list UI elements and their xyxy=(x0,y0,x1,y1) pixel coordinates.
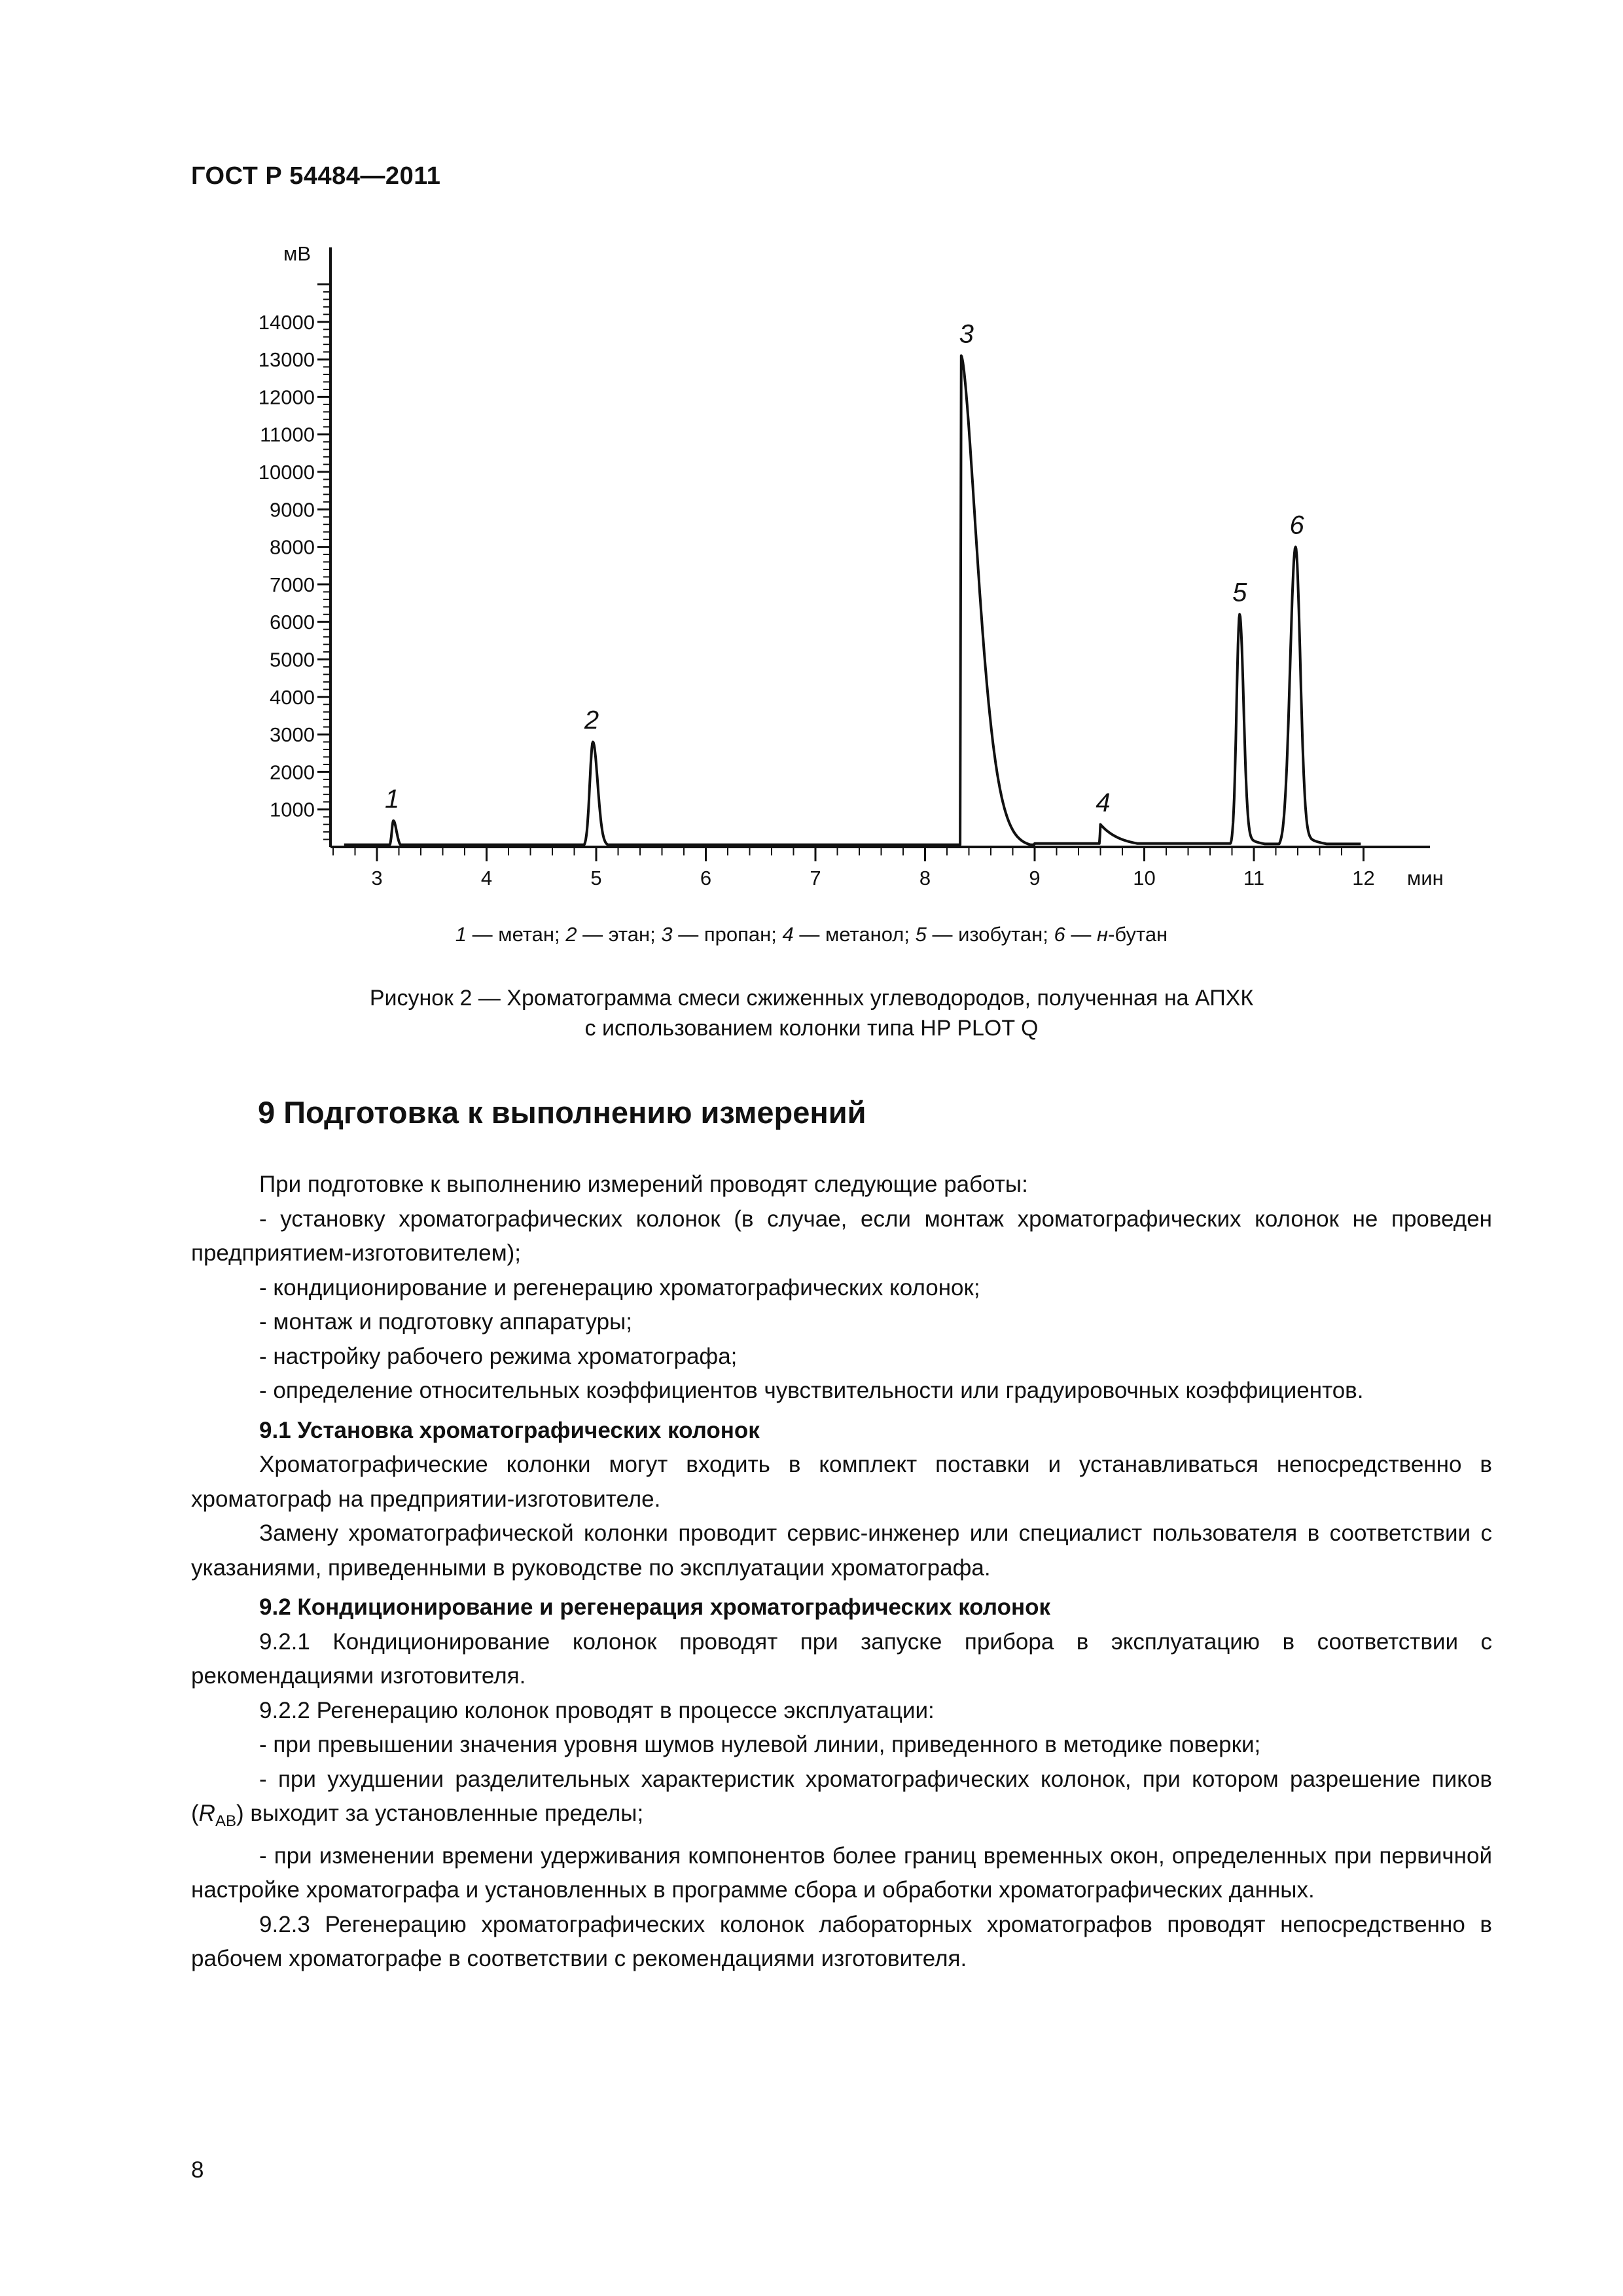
legend-number: 6 xyxy=(1054,923,1065,946)
peak-label: 5 xyxy=(1232,578,1247,607)
y-tick-label: 2000 xyxy=(270,761,315,784)
x-unit-label: мин xyxy=(1407,867,1444,889)
list-item: - при изменении времени удерживания компонентов более границ временных окон, определенных при первичной настройке хроматографа и установленных в программе сбора и обработки хроматографических данных. xyxy=(191,1842,1492,1903)
legend-number: 2 xyxy=(565,923,577,946)
y-tick-label: 3000 xyxy=(270,723,315,747)
legend-item: 3 — пропан xyxy=(661,923,772,946)
subsection-heading-9-2: 9.2 Кондиционирование и регенерация хроматографических колонок xyxy=(259,1594,1050,1620)
legend-item: 1 — метан xyxy=(455,923,555,946)
list-item: - кондиционирование и регенерацию хроматографических колонок; xyxy=(259,1274,980,1300)
y-tick-label: 14000 xyxy=(258,310,315,334)
y-tick-label: 12000 xyxy=(258,386,315,409)
section-intro: При подготовке к выполнению измерений проводят следующие работы: xyxy=(259,1172,1028,1197)
chromatogram-chart xyxy=(0,0,1623,916)
list-item: - установку хроматографических колонок (в случае, если монтаж хроматографических колонок не проведен предприятием-изготовителем); xyxy=(191,1206,1492,1266)
y-unit-label: мВ xyxy=(283,242,311,265)
symbol-subscript: AB xyxy=(215,1812,236,1830)
peak-label: 2 xyxy=(584,706,599,735)
legend-name: изобутан xyxy=(958,923,1043,946)
y-tick-label: 11000 xyxy=(260,423,315,446)
legend-number: 5 xyxy=(915,923,927,946)
paragraph: 9.2.1 Кондиционирование колонок проводят при запуске прибора в эксплуатацию в соответствии с рекомендациями изготовителя. xyxy=(191,1628,1492,1689)
x-tick-label: 6 xyxy=(700,867,712,889)
page-number: 8 xyxy=(191,2157,204,2183)
text-fragment: ) выходит за установленные пределы; xyxy=(236,1801,644,1826)
peak-labels xyxy=(385,319,1305,817)
y-tick-label: 7000 xyxy=(270,573,315,596)
legend-name: метанол xyxy=(825,923,904,946)
y-tick-label: 4000 xyxy=(270,685,315,709)
x-tick-label: 11 xyxy=(1243,867,1265,889)
legend-name: бутан xyxy=(1115,923,1168,946)
legend-item: 2 — этан xyxy=(565,923,651,946)
legend-item: 4 — метанол xyxy=(782,923,904,946)
x-axis xyxy=(330,847,1444,889)
legend-item: 6 — н-бутан xyxy=(1054,923,1168,946)
list-item: - при превышении значения уровня шумов нулевой линии, приведенного в методике поверки; xyxy=(259,1732,1261,1757)
paragraph: Хроматографические колонки могут входить в комплект поставки и устанавливаться непосредственно в хроматограф на предприятии-изготовителе. xyxy=(191,1452,1492,1512)
legend-name: этан xyxy=(608,923,651,946)
x-tick-label: 8 xyxy=(919,867,931,889)
paragraph: 9.2.2 Регенерацию колонок проводят в процессе эксплуатации: xyxy=(259,1697,935,1723)
y-tick-label: 1000 xyxy=(270,798,315,821)
list-item: - настройку рабочего режима хроматографа; xyxy=(259,1343,738,1369)
peak-label: 3 xyxy=(959,319,974,349)
peak-label: 1 xyxy=(385,784,400,814)
list-item xyxy=(191,1763,1492,1839)
paragraph: Замену хроматографической колонки проводит сервис-инженер или специалист пользователя в соответствии с указаниями, приведенными в руководстве по эксплуатации хроматографа. xyxy=(191,1520,1492,1581)
legend-prefix: н xyxy=(1097,923,1109,946)
legend-number: 4 xyxy=(782,923,794,946)
paragraph: 9.2.3 Регенерацию хроматографических колонок лабораторных хроматографов проводят непосредственно в рабочем хроматографе в соответствии с рекомендациями изготовителя. xyxy=(191,1911,1492,1971)
peak-label: 6 xyxy=(1289,511,1304,540)
y-axis xyxy=(259,242,330,847)
x-tick-label: 12 xyxy=(1352,867,1375,889)
legend-name: метан xyxy=(498,923,555,946)
y-tick-label: 9000 xyxy=(270,498,315,522)
list-item: - монтаж и подготовку аппаратуры; xyxy=(259,1309,633,1335)
text-fragment: - при ухудшении разделительных характеристик хроматографических колонок, при котором разрешение пиков ( xyxy=(191,1766,1492,1826)
y-tick-label: 5000 xyxy=(270,648,315,672)
x-tick-label: 4 xyxy=(480,867,493,889)
x-tick-label: 7 xyxy=(810,867,821,889)
subsection-heading-9-1: 9.1 Установка хроматографических колонок xyxy=(259,1417,760,1443)
x-tick-label: 3 xyxy=(371,867,383,889)
y-tick-label: 13000 xyxy=(258,348,315,372)
legend-name: пропан xyxy=(704,923,772,946)
legend-number: 3 xyxy=(661,923,673,946)
document-header: ГОСТ Р 54484—2011 xyxy=(191,162,441,190)
x-tick-label: 9 xyxy=(1029,867,1041,889)
figure-caption xyxy=(0,983,1623,1043)
legend-item: 5 — изобутан xyxy=(915,923,1043,946)
figure-legend: 1 — метан; 2 — этан; 3 — пропан; 4 — метанол; 5 — изобутан; 6 — н-бутан xyxy=(455,923,1168,946)
y-tick-label: 6000 xyxy=(270,611,315,634)
caption-line-2: с использованием колонки типа HP PLOT Q xyxy=(584,1016,1039,1041)
peak-label: 4 xyxy=(1096,788,1111,817)
symbol-r: R xyxy=(198,1801,215,1826)
list-item: - определение относительных коэффициентов чувствительности или градуировочных коэффициентов. xyxy=(259,1378,1364,1403)
section-heading: 9 Подготовка к выполнению измерений xyxy=(258,1095,866,1130)
caption-line-1: Рисунок 2 — Хроматограмма смеси сжиженных углеводородов, полученная на АПХК xyxy=(369,986,1254,1011)
x-tick-label: 10 xyxy=(1133,867,1156,889)
x-tick-label: 5 xyxy=(590,867,602,889)
legend-number: 1 xyxy=(455,923,467,946)
section-body xyxy=(191,1168,1492,1977)
chromatogram-trace xyxy=(344,355,1361,844)
y-tick-label: 10000 xyxy=(258,461,315,484)
y-tick-label: 8000 xyxy=(270,535,315,559)
